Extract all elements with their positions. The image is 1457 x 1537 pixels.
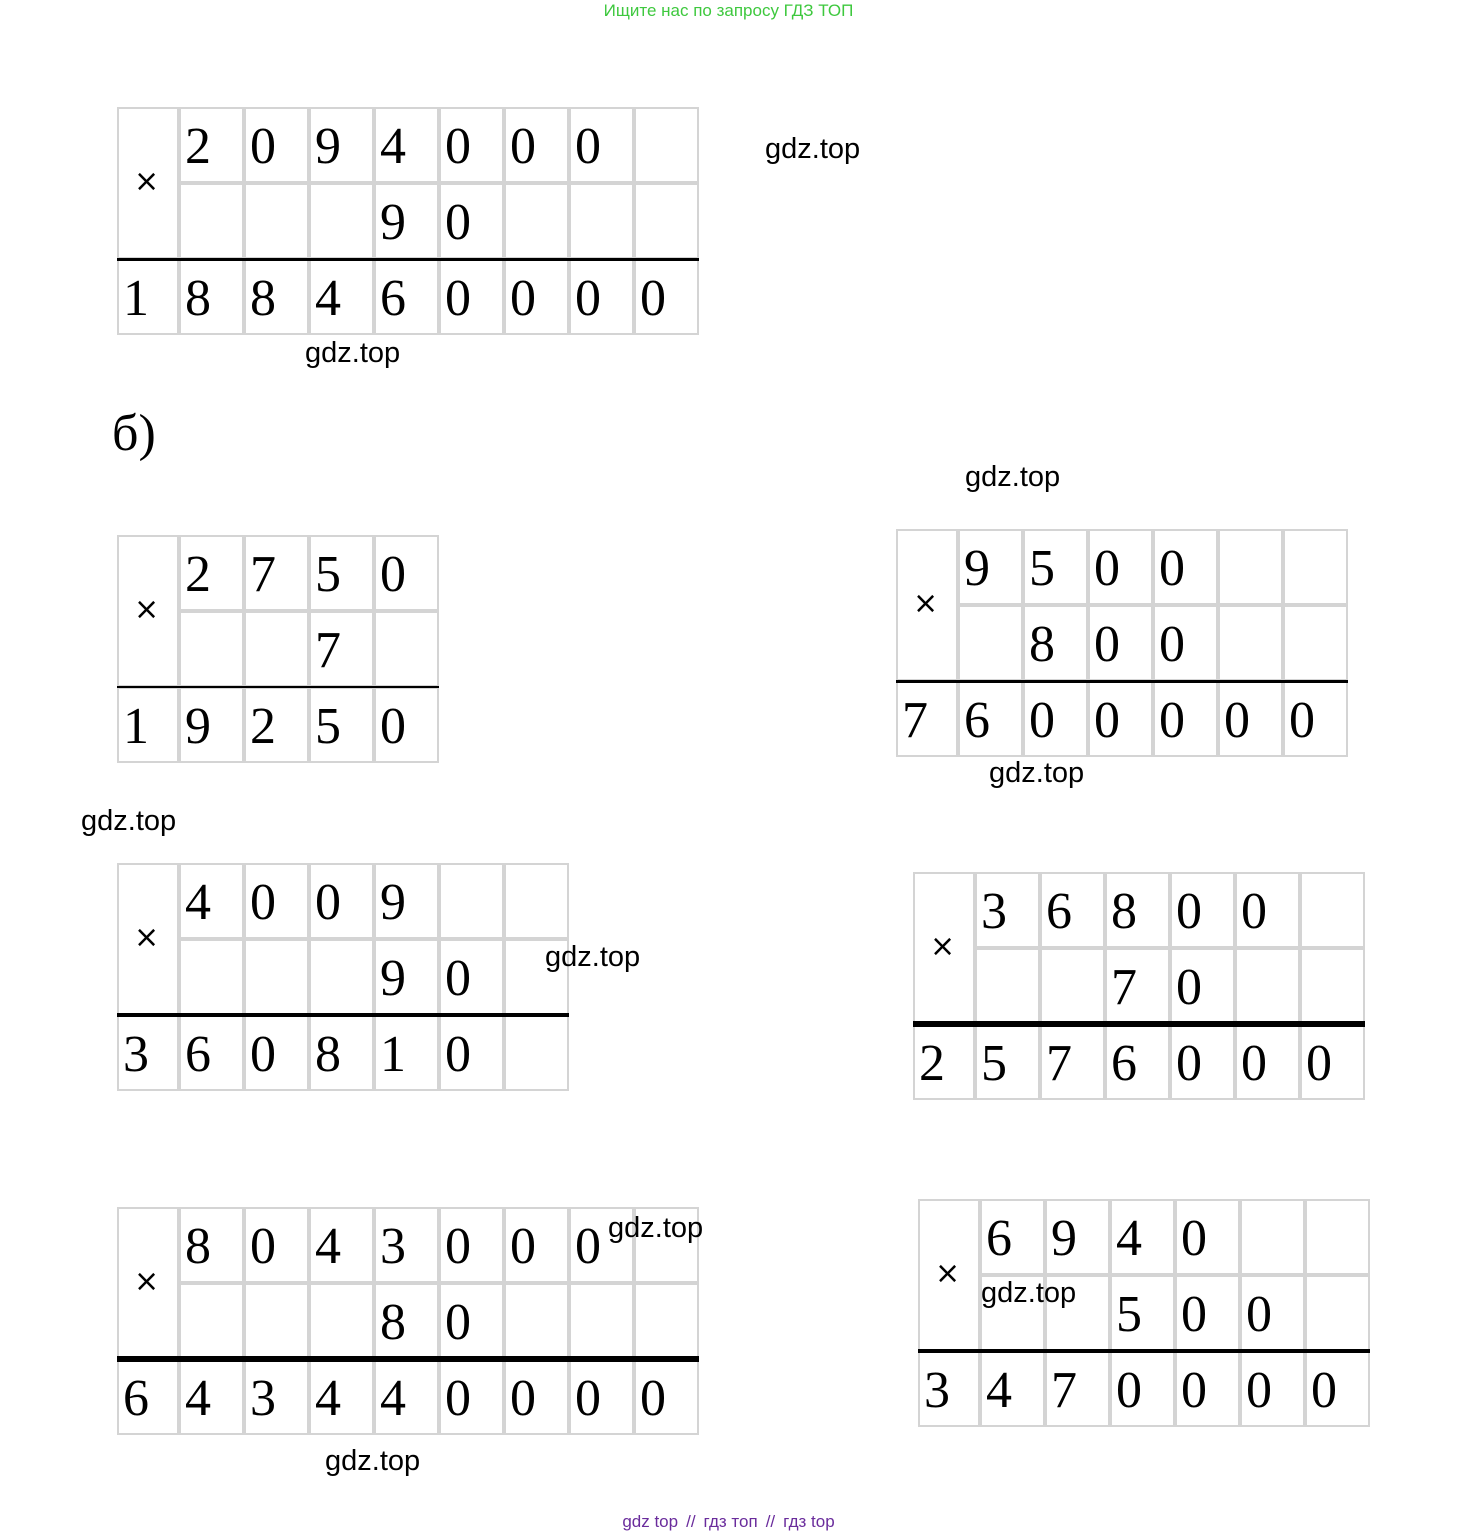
digit: 0 [445,118,471,175]
grid-cell [1218,529,1283,605]
digit: 0 [250,1218,276,1275]
digit: 0 [380,698,406,755]
digit: 8 [250,270,276,327]
digit: 0 [445,1294,471,1351]
multiply-sign: × [913,586,939,621]
digit: 8 [1111,883,1137,940]
digit: 3 [981,883,1007,940]
digit: 1 [123,698,149,755]
digit: 0 [445,1218,471,1275]
digit: 9 [380,950,406,1007]
grid-cell [439,863,504,939]
grid-cell [179,183,244,259]
digit: 0 [1246,1286,1272,1343]
digit: 9 [964,540,990,597]
grid-cell [1283,529,1348,605]
grid-cell [504,1283,569,1359]
digit: 8 [185,270,211,327]
digit: 4 [315,1218,341,1275]
digit: 0 [1176,1035,1202,1092]
digit: 0 [1176,883,1202,940]
footer-link[interactable]: гдз top [783,1512,835,1531]
digit: 0 [1224,692,1250,749]
grid-cell [634,183,699,259]
digit: 5 [315,546,341,603]
grid-cell [374,611,439,687]
digit: 0 [1241,1035,1267,1092]
digit: 0 [1181,1286,1207,1343]
digit: 7 [902,692,928,749]
multiply-sign: × [134,164,160,199]
grid-cell [309,1283,374,1359]
digit: 6 [964,692,990,749]
digit: 8 [380,1294,406,1351]
digit: 0 [1181,1210,1207,1267]
multiply-sign: × [935,1256,961,1291]
grid-cell [244,183,309,259]
digit: 4 [185,1370,211,1427]
digit: 0 [510,270,536,327]
digit: 5 [1116,1286,1142,1343]
digit: 0 [250,1026,276,1083]
digit: 4 [986,1362,1012,1419]
grid-cell [504,863,569,939]
digit: 0 [575,1370,601,1427]
grid-cell [244,1283,309,1359]
result-line [117,258,699,261]
multiplication-problem-3 [896,529,1348,757]
digit: 0 [1306,1035,1332,1092]
digit: 0 [445,1026,471,1083]
digit: 8 [315,1026,341,1083]
multiply-sign: × [134,592,160,627]
watermark: gdz.top [325,1445,421,1477]
digit: 0 [445,194,471,251]
digit: 0 [640,270,666,327]
watermark: gdz.top [989,757,1085,789]
grid-cell [1235,948,1300,1024]
watermark: gdz.top [981,1277,1077,1309]
multiply-sign: × [134,1264,160,1299]
header-banner[interactable]: Ищите нас по запросу ГДЗ ТОП [603,1,854,20]
watermark: gdz.top [608,1212,704,1244]
digit: 3 [380,1218,406,1275]
digit: 0 [1246,1362,1272,1419]
digit: 7 [315,622,341,679]
digit: 4 [315,270,341,327]
result-line [918,1349,1370,1353]
footer-link[interactable]: гдз топ [703,1512,758,1531]
grid-cell [179,1283,244,1359]
digit: 6 [1046,883,1072,940]
digit: 0 [1241,883,1267,940]
multiplication-problem-1 [117,107,699,335]
digit: 0 [1289,692,1315,749]
digit: 0 [1176,959,1202,1016]
multiplication-problem-5 [913,872,1365,1100]
grid-cell [1218,605,1283,681]
grid-cell [975,948,1040,1024]
digit: 0 [575,118,601,175]
digit: 9 [380,874,406,931]
digit: 4 [315,1370,341,1427]
multiplication-problem-7 [918,1199,1370,1427]
footer-separator: // [686,1512,696,1531]
multiplication-problem-2 [117,535,439,763]
digit: 3 [250,1370,276,1427]
digit: 4 [380,1370,406,1427]
watermark: gdz.top [81,805,177,837]
digit: 3 [924,1362,950,1419]
digit: 9 [1051,1210,1077,1267]
digit: 1 [380,1026,406,1083]
digit: 0 [1029,692,1055,749]
digit: 0 [445,950,471,1007]
multiplication-problem-4 [117,863,569,1091]
digit: 0 [445,1370,471,1427]
result-line [117,1356,699,1362]
grid-cell [634,1283,699,1359]
digit: 0 [1094,692,1120,749]
grid-cell [179,611,244,687]
section-label: б) [112,405,156,462]
digit: 0 [575,270,601,327]
digit: 0 [575,1218,601,1275]
watermark: gdz.top [305,337,401,369]
grid-cell [1283,605,1348,681]
digit: 5 [1029,540,1055,597]
digit: 4 [185,874,211,931]
digit: 0 [250,118,276,175]
watermark: gdz.top [965,461,1061,493]
footer-links [0,1512,1457,1532]
digit: 9 [185,698,211,755]
grid-cell [179,939,244,1015]
grid-cell [1305,1275,1370,1351]
grid-cell [634,107,699,183]
grid-cell [504,1015,569,1091]
grid-cell [309,939,374,1015]
digit: 0 [1116,1362,1142,1419]
watermark: gdz.top [765,133,861,165]
digit: 7 [1111,959,1137,1016]
grid-cell [244,939,309,1015]
digit: 0 [445,270,471,327]
result-line [913,1021,1365,1027]
digit: 8 [1029,616,1055,673]
digit: 0 [510,1218,536,1275]
digit: 0 [1181,1362,1207,1419]
grid-cell [958,605,1023,681]
digit: 7 [1051,1362,1077,1419]
digit: 0 [380,546,406,603]
digit: 6 [123,1370,149,1427]
digit: 0 [315,874,341,931]
digit: 1 [123,270,149,327]
digit: 0 [1159,540,1185,597]
grid-cell [1040,948,1105,1024]
watermark: gdz.top [545,941,641,973]
grid-cell [1300,872,1365,948]
digit: 0 [1311,1362,1337,1419]
grid-cell [1305,1199,1370,1275]
digit: 5 [315,698,341,755]
footer-link[interactable]: gdz top [622,1512,679,1531]
digit: 2 [185,118,211,175]
digit: 3 [123,1026,149,1083]
digit: 7 [1046,1035,1072,1092]
digit: 0 [640,1370,666,1427]
grid-cell [1300,948,1365,1024]
grid-cell [1240,1199,1305,1275]
digit: 0 [250,874,276,931]
digit: 6 [1111,1035,1137,1092]
grid-cell [309,183,374,259]
grid-cell [504,183,569,259]
digit: 0 [510,1370,536,1427]
grid-cell [569,183,634,259]
grid-cell [569,1283,634,1359]
digit: 6 [380,270,406,327]
digit: 7 [250,546,276,603]
digit: 4 [1116,1210,1142,1267]
result-line [117,686,439,688]
multiply-sign: × [930,929,956,964]
digit: 4 [380,118,406,175]
digit: 2 [919,1035,945,1092]
digit: 0 [1094,616,1120,673]
digit: 9 [380,194,406,251]
digit: 8 [185,1218,211,1275]
multiply-sign: × [134,920,160,955]
result-line [896,680,1348,683]
digit: 6 [986,1210,1012,1267]
digit: 0 [510,118,536,175]
result-line [117,1013,569,1017]
digit: 0 [1159,616,1185,673]
digit: 2 [250,698,276,755]
digit: 9 [315,118,341,175]
digit: 6 [185,1026,211,1083]
grid-cell [244,611,309,687]
digit: 5 [981,1035,1007,1092]
footer-separator: // [765,1512,776,1531]
digit: 0 [1159,692,1185,749]
digit: 2 [185,546,211,603]
digit: 0 [1094,540,1120,597]
